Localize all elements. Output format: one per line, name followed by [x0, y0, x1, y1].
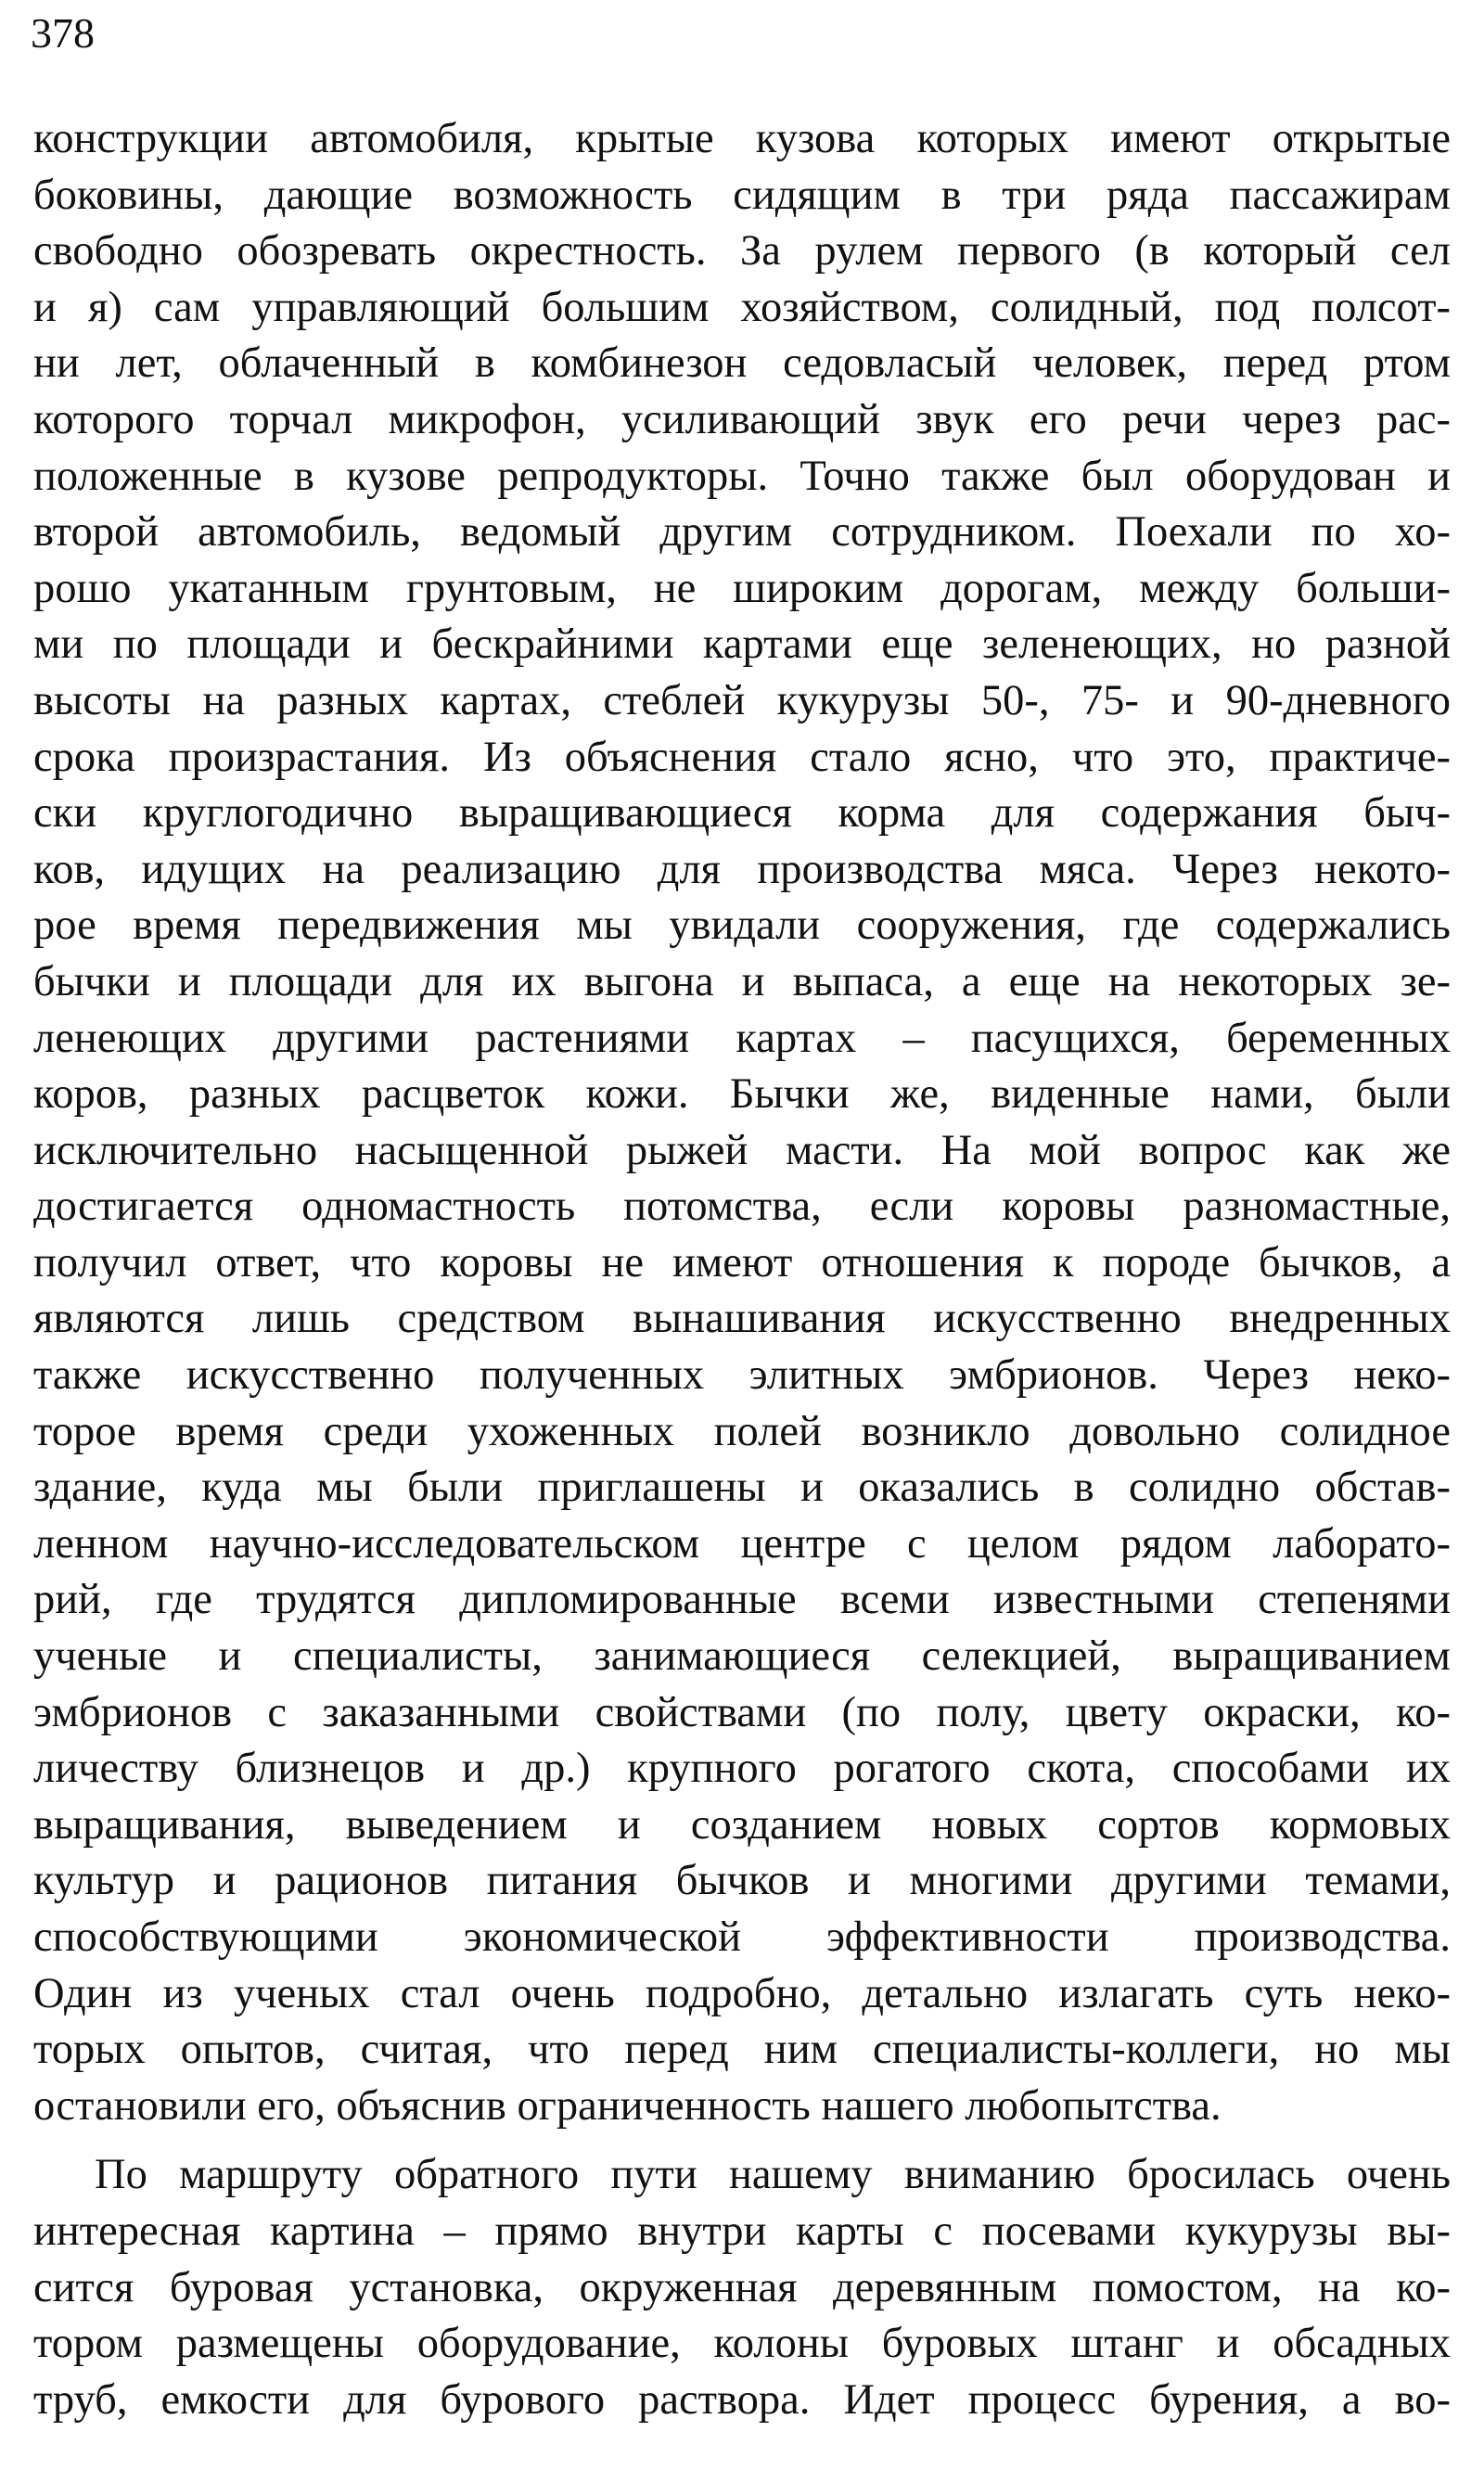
- text-line: ски круглогодично выращивающиеся корма для содержания быч-: [33, 789, 1451, 838]
- text-line: коров, разных расцветок кожи. Бычки же, виденные нами, были: [33, 1070, 1451, 1119]
- text-line: здание, куда мы были приглашены и оказались в солидно обстав-: [33, 1464, 1451, 1512]
- text-line: боковины, дающие возможность сидящим в три ряда пассажирам: [33, 171, 1451, 219]
- text-line: способствующими экономической эффективности производства.: [33, 1913, 1451, 1961]
- text-line: тором размещены оборудование, колоны буровых штанг и обсадных: [33, 2320, 1451, 2368]
- text-line: сится буровая установка, окруженная деревянным помостом, на ко-: [33, 2263, 1451, 2311]
- text-line: положенные в кузове репродукторы. Точно также был оборудован и: [33, 452, 1451, 500]
- paragraph: [33, 2147, 1451, 2428]
- text-line: также искусственно полученных элитных эмбрионов. Через неко-: [33, 1351, 1451, 1400]
- text-line: ученые и специалисты, занимающиеся селекцией, выращиванием: [33, 1632, 1451, 1681]
- text-line: торое время среди ухоженных полей возникло довольно солидное: [33, 1407, 1451, 1455]
- text-line: рошо укатанным грунтовым, не широким дорогам, между больши-: [33, 564, 1451, 612]
- text-line: второй автомобиль, ведомый другим сотрудником. Поехали по хо-: [33, 508, 1451, 557]
- text-line: выращивания, выведением и созданием новых сортов кормовых: [33, 1800, 1451, 1849]
- text-line: личеству близнецов и др.) крупного рогатого скота, способами их: [33, 1745, 1451, 1793]
- page-body: [33, 111, 1451, 2428]
- paragraph: [33, 111, 1451, 2134]
- text-line: труб, емкости для бурового раствора. Идет процесс бурения, а во-: [33, 2375, 1451, 2424]
- text-line: достигается одномастность потомства, если коровы разномастные,: [33, 1183, 1451, 1231]
- text-line: получил ответ, что коровы не имеют отношения к породе бычков, а: [33, 1238, 1451, 1286]
- text-line: ленеющих другими растениями картах – пасущихся, беременных: [33, 1014, 1451, 1062]
- text-line: ков, идущих на реализацию для производства мяса. Через некото-: [33, 845, 1451, 893]
- text-line: конструкции автомобиля, крытые кузова которых имеют открытые: [33, 115, 1451, 162]
- text-line: ленном научно-исследовательском центре с целом рядом лаборато-: [33, 1519, 1451, 1568]
- text-line: которого торчал микрофон, усиливающий звук его речи через рас-: [33, 395, 1451, 443]
- text-line: рий, где трудятся дипломированные всеми известными степенями: [33, 1576, 1451, 1624]
- paragraph-gap: [33, 2134, 1451, 2147]
- text-line: срока произрастания. Из объяснения стало ясно, что это, практиче-: [33, 733, 1451, 781]
- text-line: По маршруту обратного пути нашему вниманию бросилась очень: [95, 2151, 1451, 2199]
- text-line: Один из ученых стал очень подробно, детально излагать суть неко-: [33, 1969, 1451, 2017]
- text-line: свободно обозревать окрестность. За рулем первого (в который сел: [33, 227, 1451, 275]
- text-line: интересная картина – прямо внутри карты с посевами кукурузы вы-: [33, 2207, 1451, 2255]
- text-line: торых опытов, считая, что перед ним специалисты-коллеги, но мы: [33, 2026, 1451, 2074]
- text-line: ни лет, облаченный в комбинезон седовласый человек, перед ртом: [33, 339, 1451, 388]
- text-line: и я) сам управляющий большим хозяйством, солидный, под полсот-: [33, 283, 1451, 331]
- text-line: являются лишь средством вынашивания искусственно внедренных: [33, 1295, 1451, 1343]
- text-line: эмбрионов с заказанными свойствами (по полу, цвету окраски, ко-: [33, 1688, 1451, 1736]
- text-line: высоты на разных картах, стеблей кукурузы 50-, 75- и 90-дневного: [33, 676, 1451, 724]
- text-line: исключительно насыщенной рыжей масти. На мой вопрос как же: [33, 1126, 1451, 1174]
- text-line: остановили его, объяснив ограниченность нашего любопытства.: [33, 2081, 1222, 2130]
- text-line: бычки и площади для их выгона и выпаса, а еще на некоторых зе-: [33, 957, 1451, 1005]
- text-line: культур и рационов питания бычков и многими другими темами,: [33, 1857, 1451, 1905]
- page-number: 378: [31, 9, 95, 57]
- text-line: рое время передвижения мы увидали сооружения, где содержались: [33, 902, 1451, 950]
- text-line: ми по площади и бескрайними картами еще зеленеющих, но разной: [33, 621, 1451, 669]
